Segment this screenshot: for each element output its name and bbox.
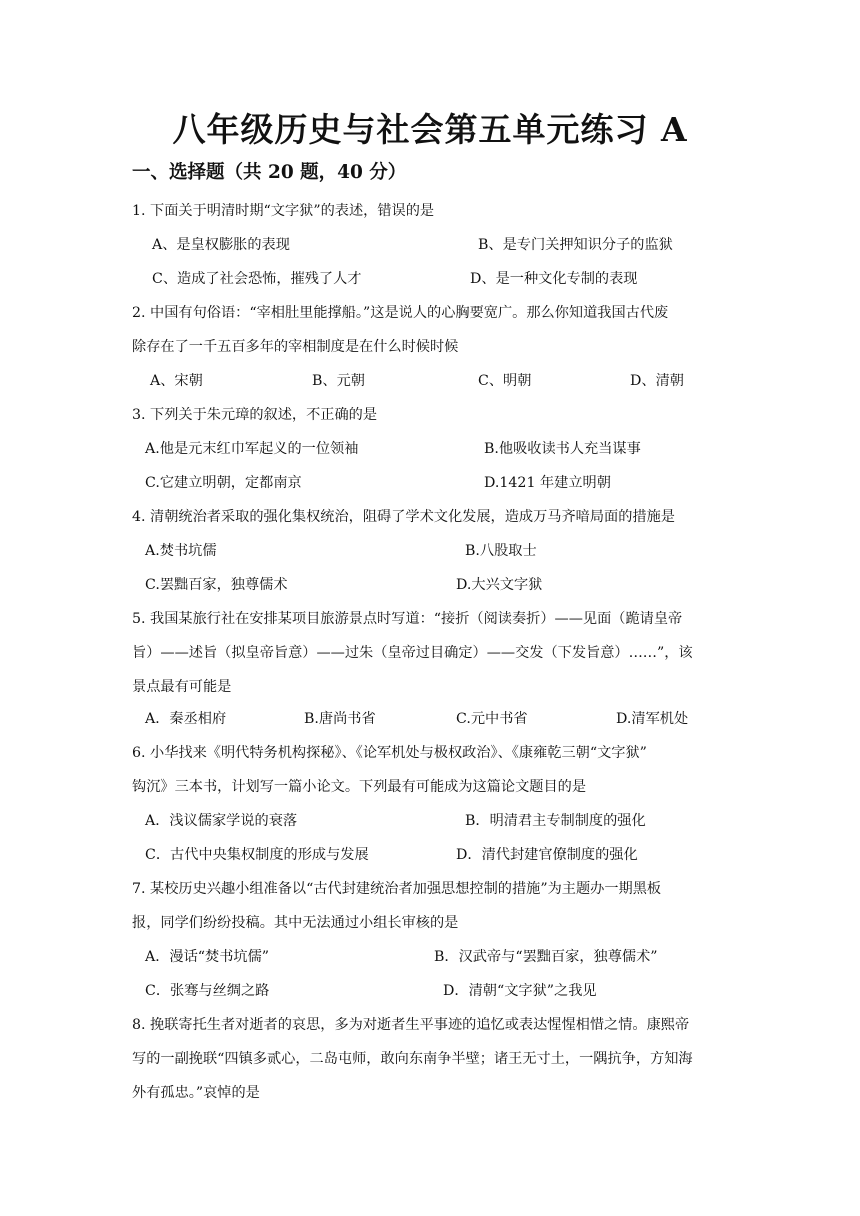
question-6-option-b: B．明清君主专制制度的强化 — [465, 813, 646, 829]
question-7-option-c: C．张骞与丝绸之路 — [145, 983, 270, 999]
question-5-option-b: B.唐尚书省 — [304, 711, 376, 727]
section-heading: 一、选择题（共 20 题，40 分） — [132, 162, 407, 183]
question-7-option-a: A．漫话“焚书坑儒” — [145, 949, 270, 965]
question-1-option-a: A、是皇权膨胀的表现 — [152, 237, 290, 253]
question-5-option-d: D.清军机处 — [616, 711, 689, 727]
question-8-stem-line-2: 写的一副挽联“四镇多贰心，二岛屯师，敢向东南争半壁；诸王无寸土，一隅抗争，方知海 — [132, 1051, 693, 1067]
question-1-option-b: B、是专门关押知识分子的监狱 — [478, 237, 673, 253]
question-2-option-d: D、清朝 — [630, 373, 684, 389]
question-3-option-a: A.他是元末红巾军起义的一位领袖 — [145, 441, 359, 457]
question-5-option-c: C.元中书省 — [456, 711, 528, 727]
question-5-stem-line-1: 5. 我国某旅行社在安排某项目旅游景点时写道：“接折（阅读奏折）——见面（跪请皇帝 — [132, 611, 683, 627]
question-6-stem-line-1: 6. 小华找来《明代特务机构探秘》、《论军机处与极权政治》、《康雍乾三朝“文字狱” — [132, 745, 647, 761]
question-3-option-c: C.它建立明朝，定都南京 — [145, 475, 302, 491]
question-7-option-b: B．汉武帝与“罢黜百家，独尊儒术” — [434, 949, 658, 965]
question-1-stem: 1. 下面关于明清时期“文字狱”的表述，错误的是 — [132, 203, 435, 219]
question-2-option-a: A、宋朝 — [150, 373, 203, 389]
page-title: 八年级历史与社会第五单元练习 A — [172, 110, 688, 149]
question-7-stem-line-1: 7. 某校历史兴趣小组准备以“古代封建统治者加强思想控制的措施”为主题办一期黑板 — [132, 881, 662, 897]
question-3-stem: 3. 下列关于朱元璋的叙述，不正确的是 — [132, 407, 378, 423]
question-2-stem-line-1: 2. 中国有句俗语：“宰相肚里能撑船。”这是说人的心胸要宽广。那么你知道我国古代废 — [132, 305, 669, 321]
question-6-option-c: C．古代中央集权制度的形成与发展 — [145, 847, 369, 863]
question-4-option-c: C.罢黜百家，独尊儒术 — [145, 577, 288, 593]
question-1-option-d: D、是一种文化专制的表现 — [470, 271, 638, 287]
question-4-option-d: D.大兴文字狱 — [456, 577, 543, 593]
question-8-stem-line-3: 外有孤忠。”哀悼的是 — [132, 1085, 260, 1101]
question-4-stem: 4. 清朝统治者采取的强化集权统治，阻碍了学术文化发展，造成万马齐喑局面的措施是 — [132, 509, 675, 525]
question-2-stem-line-2: 除存在了一千五百多年的宰相制度是在什么时候时候 — [132, 339, 459, 355]
question-1-option-c: C、造成了社会恐怖，摧残了人才 — [152, 271, 362, 287]
question-2-option-c: C、明朝 — [478, 373, 532, 389]
question-5-option-a: A．秦丞相府 — [145, 711, 227, 727]
question-6-option-a: A．浅议儒家学说的衰落 — [145, 813, 298, 829]
question-2-option-b: B、元朝 — [312, 373, 365, 389]
question-7-stem-line-2: 报，同学们纷纷投稿。其中无法通过小组长审核的是 — [132, 915, 459, 931]
question-5-stem-line-2: 旨）——述旨（拟皇帝旨意）——过朱（皇帝过目确定）——交发（下发旨意）……”，该 — [132, 645, 693, 661]
question-5-stem-line-3: 景点最有可能是 — [132, 679, 232, 695]
question-8-stem-line-1: 8. 挽联寄托生者对逝者的哀思，多为对逝者生平事迹的追忆或表达惺惺相惜之情。康熙帝 — [132, 1017, 690, 1033]
question-4-option-b: B.八股取士 — [465, 543, 537, 559]
question-3-option-d: D.1421 年建立明朝 — [484, 475, 611, 491]
question-6-option-d: D．清代封建官僚制度的强化 — [456, 847, 638, 863]
question-7-option-d: D．清朝“文字狱”之我见 — [443, 983, 597, 999]
question-3-option-b: B.他吸收读书人充当谋事 — [484, 441, 641, 457]
question-4-option-a: A.焚书坑儒 — [145, 543, 217, 559]
question-6-stem-line-2: 钩沉》三本书，计划写一篇小论文。下列最有可能成为这篇论文题目的是 — [132, 779, 587, 795]
